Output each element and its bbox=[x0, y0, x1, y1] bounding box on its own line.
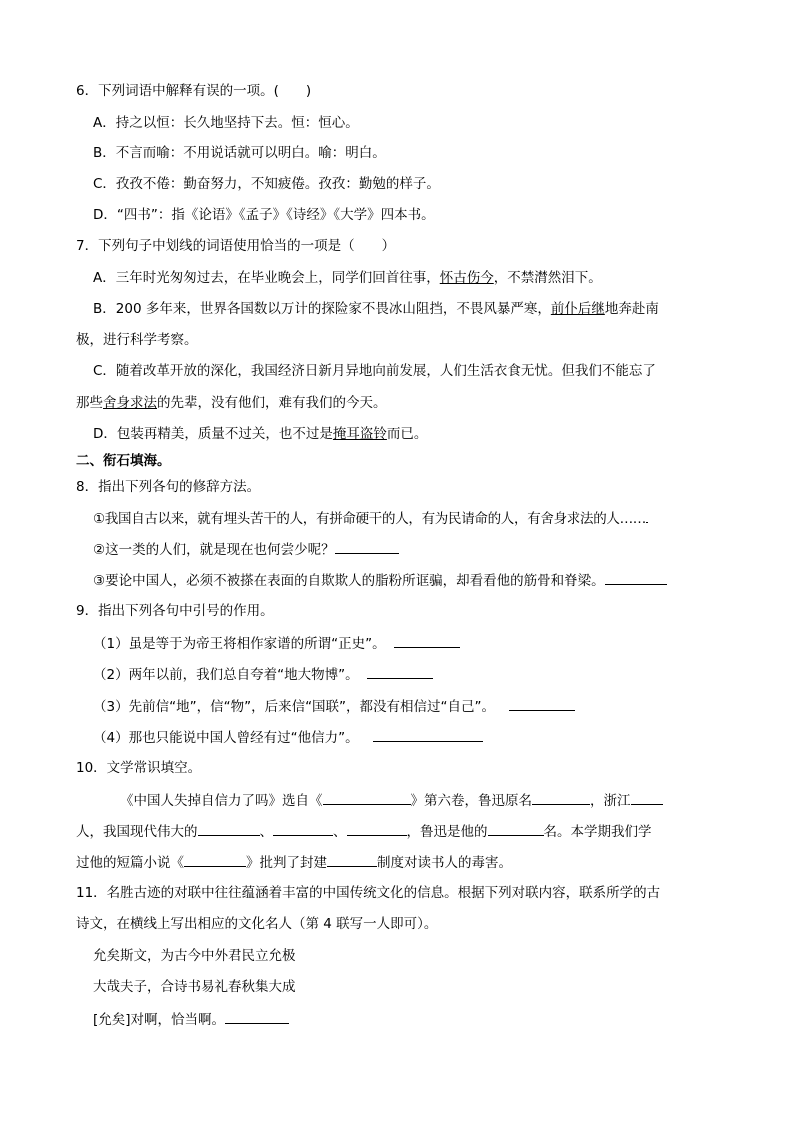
q9-s3-text: （3）先前信“地”，信“物”，后来信“国联”，都没有相信过“自己”。 bbox=[93, 699, 496, 715]
q10-l2-text-e: 名。本学期我们学 bbox=[543, 824, 652, 840]
q8-s3-text: ③要论中国人，必须不被搽在表面的自欺欺人的脂粉所诓骗，却看看他的筋骨和脊梁。 bbox=[93, 573, 605, 589]
q8-sentence-2 bbox=[93, 539, 399, 560]
q6-option-c: C．孜孜不倦：勤奋努力，不知疲倦。孜孜：勤勉的样子。 bbox=[93, 176, 440, 192]
q7-option-c: C．随着改革开放的深化，我国经济日新月异地向前发展，人们生活衣食无忧。但我们不能忘了 bbox=[93, 363, 656, 379]
q11-answer-blank[interactable] bbox=[225, 1009, 289, 1024]
q7-d-text: D．包装再精美，质量不过关，也不过是 bbox=[93, 426, 333, 442]
q6-option-d: D．“四书”：指《论语》《孟子》《诗经》《大学》四本书。 bbox=[93, 207, 435, 223]
q9-s1-answer-blank[interactable] bbox=[394, 633, 460, 648]
q7-option-d bbox=[93, 424, 427, 444]
q7-c-text: 那些 bbox=[76, 395, 103, 411]
q8-s2-text: ②这一类的人们，就是现在也何尝少呢？ bbox=[93, 542, 335, 558]
q10-l3-text-b: 》批判了封建 bbox=[246, 855, 327, 871]
q10-title-1-blank[interactable] bbox=[198, 821, 260, 836]
q7-option-b-cont: 极，进行科学考察。 bbox=[76, 332, 198, 348]
q6-option-b: B．不言而喻：不用说话就可以明白。喻：明白。 bbox=[93, 145, 386, 161]
q10-l2-text-a: 人，我国现代伟大的 bbox=[76, 824, 198, 840]
q11-couplet-line-2: 大哉夫子，合诗书易礼春秋集大成 bbox=[93, 979, 296, 995]
q10-stem: 10．文学常识填空。 bbox=[76, 760, 202, 776]
section-2-heading: 二、衔石填海。 bbox=[76, 453, 171, 469]
q10-line-1 bbox=[120, 790, 663, 811]
q10-line-3 bbox=[76, 852, 512, 873]
q10-l1-text-b: 》第六卷，鲁迅原名 bbox=[410, 793, 532, 809]
q6-stem: 6．下列词语中解释有误的一项。( ) bbox=[76, 83, 312, 99]
q10-title-3-blank[interactable] bbox=[347, 821, 407, 836]
q8-stem: 8．指出下列各句的修辞方法。 bbox=[76, 479, 261, 495]
q10-line-2 bbox=[76, 821, 652, 842]
q9-sentence-4 bbox=[93, 727, 483, 748]
q7-a-text-end: ，不禁潸然泪下。 bbox=[493, 270, 602, 286]
q9-s4-answer-blank[interactable] bbox=[373, 727, 483, 742]
q7-c-underlined-phrase: 舍身求法 bbox=[103, 395, 157, 411]
q10-source-book-blank[interactable] bbox=[323, 790, 411, 805]
q11-note-text: [允矣]对啊，恰当啊。 bbox=[93, 1012, 226, 1028]
q11-couplet-line-1: 允矣斯文，为古今中外君民立允极 bbox=[93, 948, 296, 964]
q9-stem: 9．指出下列各句中引号的作用。 bbox=[76, 603, 274, 619]
q7-option-b bbox=[93, 299, 659, 319]
q9-s2-answer-blank[interactable] bbox=[367, 664, 433, 679]
q8-sentence-1 bbox=[93, 508, 648, 529]
q10-l2-sep-1: 、 bbox=[259, 824, 273, 840]
q10-system-blank[interactable] bbox=[327, 852, 377, 867]
q7-option-a bbox=[93, 268, 602, 288]
q7-option-c-cont bbox=[76, 393, 387, 413]
q10-l3-text-a: 过他的短篇小说《 bbox=[76, 855, 184, 871]
q7-b-text-end: 地奔赴南 bbox=[604, 301, 659, 317]
q11-stem-line-1: 11．名胜古迹的对联中往往蕴涵着丰富的中国传统文化的信息。根据下列对联内容，联系所学的古 bbox=[76, 885, 661, 901]
q6-option-a: A．持之以恒：长久地坚持下去。恒：恒心。 bbox=[93, 115, 359, 131]
q7-b-text: B．200 多年来，世界各国数以万计的探险家不畏冰山阻挡，不畏风暴严寒， bbox=[93, 301, 551, 317]
q10-title-2-blank[interactable] bbox=[273, 821, 333, 836]
q10-l3-text-c: 制度对读书人的毒害。 bbox=[377, 855, 512, 871]
q7-a-underlined-phrase: 怀古伤今 bbox=[439, 270, 494, 286]
q10-novel-title-blank[interactable] bbox=[184, 852, 246, 867]
q9-sentence-1 bbox=[93, 633, 460, 654]
q8-s3-answer-blank[interactable] bbox=[605, 570, 667, 585]
q9-s3-answer-blank[interactable] bbox=[509, 696, 575, 711]
q9-sentence-3 bbox=[93, 696, 575, 717]
q10-name-type-blank[interactable] bbox=[488, 821, 544, 836]
q7-c-text-end: 的先辈，没有他们，难有我们的今天。 bbox=[157, 395, 387, 411]
q8-sentence-3 bbox=[93, 570, 667, 591]
q9-s1-text: （1）虽是等于为帝王将相作家谱的所谓“正史”。 bbox=[93, 636, 386, 652]
q7-b-underlined-phrase: 前仆后继 bbox=[550, 301, 605, 317]
q11-stem-line-2: 诗文，在横线上写出相应的文化名人（第 4 联写一人即可）。 bbox=[76, 916, 438, 932]
q7-a-text: A．三年时光匆匆过去，在毕业晚会上，同学们回首往事， bbox=[93, 270, 440, 286]
q8-s2-answer-blank[interactable] bbox=[335, 539, 399, 554]
q10-l1-text-c: ，浙江 bbox=[590, 793, 631, 809]
q7-d-underlined-phrase: 掩耳盗铃 bbox=[332, 426, 387, 442]
q9-s2-text: （2）两年以前，我们总自夸着“地大物博”。 bbox=[93, 667, 359, 683]
q10-l2-text-d: ，鲁迅是他的 bbox=[406, 824, 488, 840]
q10-l1-text-a: 《中国人失掉自信力了吗》选自《 bbox=[120, 793, 323, 809]
q9-s4-text: （4）那也只能说中国人曾经有过“他信力”。 bbox=[93, 730, 359, 746]
q8-s1-text: ①我国自古以来，就有埋头苦干的人，有拼命硬干的人，有为民请命的人，有舍身求法的人…… bbox=[93, 511, 647, 527]
q10-l2-sep-2: 、 bbox=[333, 824, 347, 840]
q10-original-name-blank[interactable] bbox=[532, 790, 590, 805]
q8-s1-answer-blank[interactable] bbox=[646, 508, 648, 523]
q7-stem: 7．下列句子中划线的词语使用恰当的一项是（ ） bbox=[76, 238, 396, 254]
q9-sentence-2 bbox=[93, 664, 433, 685]
q10-hometown-blank[interactable] bbox=[631, 790, 663, 805]
q11-couplet-note bbox=[93, 1009, 289, 1030]
q7-d-text-end: 而已。 bbox=[386, 426, 428, 442]
